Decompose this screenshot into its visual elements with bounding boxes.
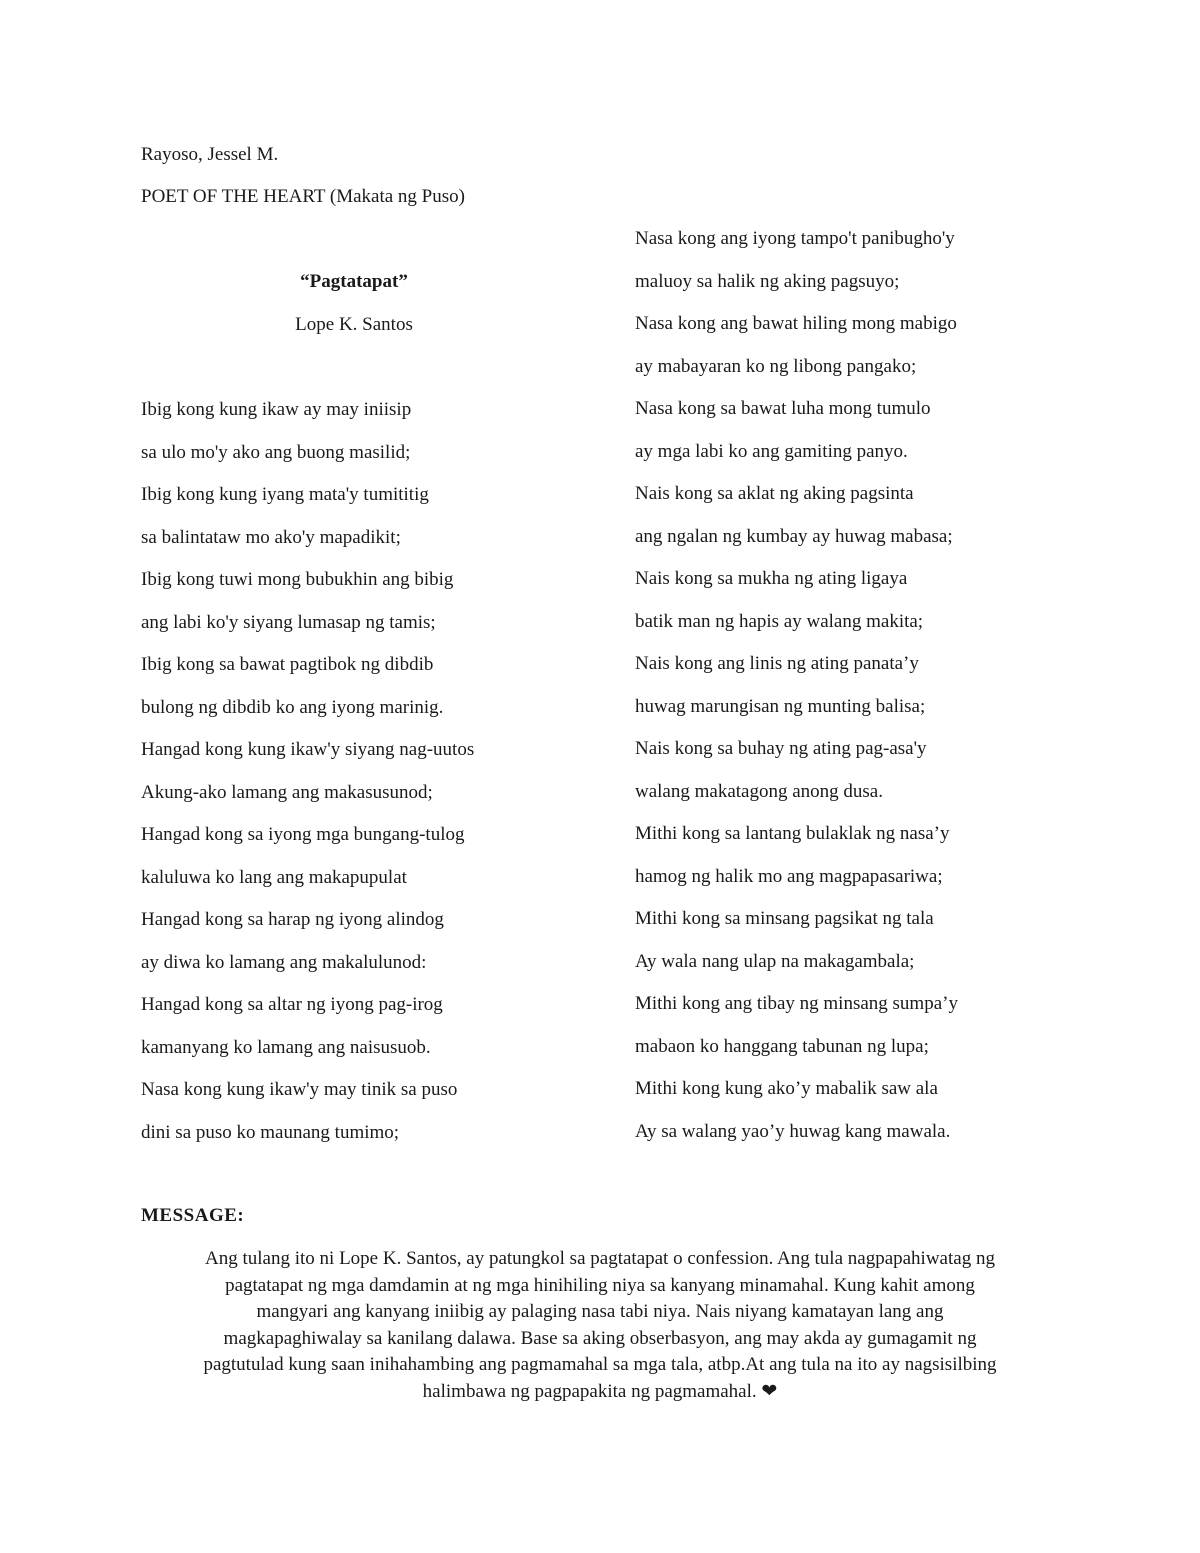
poem-left-column — [141, 399, 474, 1164]
poem-line: Mithi kong sa minsang pagsikat ng tala — [635, 908, 934, 929]
poem-title: “Pagtatapat” — [300, 271, 408, 292]
poem-line: Hangad kong sa iyong mga bungang-tulog — [141, 824, 465, 845]
poem-line: walang makatagong anong dusa. — [635, 780, 883, 802]
poem-line: hamog ng halik mo ang magpapasariwa; — [635, 865, 943, 887]
poem-line: Nasa kong ang bawat hiling mong mabigo — [635, 313, 957, 334]
poem-line: batik man ng hapis ay walang makita; — [635, 610, 924, 632]
poem-line: Ibig kong tuwi mong bubukhin ang bibig — [141, 569, 454, 590]
poem-line: ang ngalan ng kumbay ay huwag mabasa; — [635, 525, 953, 547]
poem-line: Ibig kong kung ikaw ay may iniisip — [141, 399, 412, 420]
poem-line: ay mga labi ko ang gamiting panyo. — [635, 440, 908, 462]
poem-line: Ibig kong kung iyang mata'y tumititig — [141, 484, 429, 505]
message-line: pagtutulad kung saan inihahambing ang pagmamahal sa mga tala, atbp.At ang tula na ito ay nagsisilbing — [203, 1354, 997, 1375]
poem-line: dini sa puso ko maunang tumimo; — [141, 1121, 400, 1143]
poem-line: Nais kong ang linis ng ating panata’y — [635, 653, 919, 674]
message-line: Ang tulang ito ni Lope K. Santos, ay patungkol sa pagtatapat o confession. Ang tula nagpapahiwatag ng — [205, 1248, 995, 1269]
poem-line: sa balintataw mo ako'y mapadikit; — [141, 526, 401, 548]
poem-line: kaluluwa ko lang ang makapupulat — [141, 866, 407, 888]
poem-line: mabaon ko hanggang tabunan ng lupa; — [635, 1035, 929, 1057]
poem-line: ang labi ko'y siyang lumasap ng tamis; — [141, 611, 436, 633]
poem-line: Mithi kong sa lantang bulaklak ng nasa’y — [635, 823, 950, 844]
poem-line: maluoy sa halik ng aking pagsuyo; — [635, 270, 900, 292]
poem-line: huwag marungisan ng munting balisa; — [635, 695, 926, 717]
poem-line: sa ulo mo'y ako ang buong masilid; — [141, 441, 411, 463]
poem-line: Akung-ako lamang ang makasusunod; — [141, 781, 433, 803]
poem-line: Ay wala nang ulap na makagambala; — [635, 950, 915, 972]
poem-line: Hangad kong kung ikaw'y siyang nag-uutos — [141, 739, 475, 760]
poem-line: ay diwa ko lamang ang makalulunod: — [141, 951, 427, 973]
poem-line: ay mabayaran ko ng libong pangako; — [635, 355, 917, 377]
message-paragraph — [130, 1246, 1070, 1405]
student-name: Rayoso, Jessel M. — [141, 144, 279, 165]
assignment-title: POET OF THE HEART (Makata ng Puso) — [141, 186, 465, 207]
poem-line: bulong ng dibdib ko ang iyong marinig. — [141, 696, 444, 718]
poem-right-column — [635, 228, 958, 1163]
message-line: mangyari ang kanyang iniibig ay palaging nasa tabi niya. Nais niyang kamatayan lang ang — [256, 1301, 944, 1322]
poem-line: Hangad kong sa altar ng iyong pag-irog — [141, 994, 443, 1015]
poem-line: Ibig kong sa bawat pagtibok ng dibdib — [141, 654, 434, 675]
message-line: magkapaghiwalay sa kanilang dalawa. Base sa aking obserbasyon, ang may akda ay gumagamit ng — [223, 1327, 977, 1349]
poem-author: Lope K. Santos — [295, 314, 413, 335]
poem-line: Nais kong sa mukha ng ating ligaya — [635, 568, 908, 589]
poem-line: Nasa kong sa bawat luha mong tumulo — [635, 398, 931, 419]
poem-line: Mithi kong kung ako’y mabalik saw ala — [635, 1078, 938, 1099]
poem-line: Mithi kong ang tibay ng minsang sumpa’y — [635, 993, 958, 1014]
poem-line: Hangad kong sa harap ng iyong alindog — [141, 909, 444, 930]
poem-line: Nasa kong ang iyong tampo't panibugho'y — [635, 228, 955, 249]
message-heading: MESSAGE: — [141, 1205, 245, 1226]
poem-line: kamanyang ko lamang ang naisusuob. — [141, 1036, 431, 1058]
poem-line: Nais kong sa aklat ng aking pagsinta — [635, 483, 914, 504]
poem-line: Nais kong sa buhay ng ating pag-asa'y — [635, 738, 927, 759]
poem-line: Nasa kong kung ikaw'y may tinik sa puso — [141, 1079, 458, 1100]
poem-line: Ay sa walang yao’y huwag kang mawala. — [635, 1120, 951, 1142]
message-line: halimbawa ng pagpapakita ng pagmamahal. ❤ — [422, 1380, 778, 1402]
message-line: pagtatapat ng mga damdamin at ng mga hinihiling niya sa kanyang minamahal. Kung kahit among — [225, 1274, 975, 1296]
